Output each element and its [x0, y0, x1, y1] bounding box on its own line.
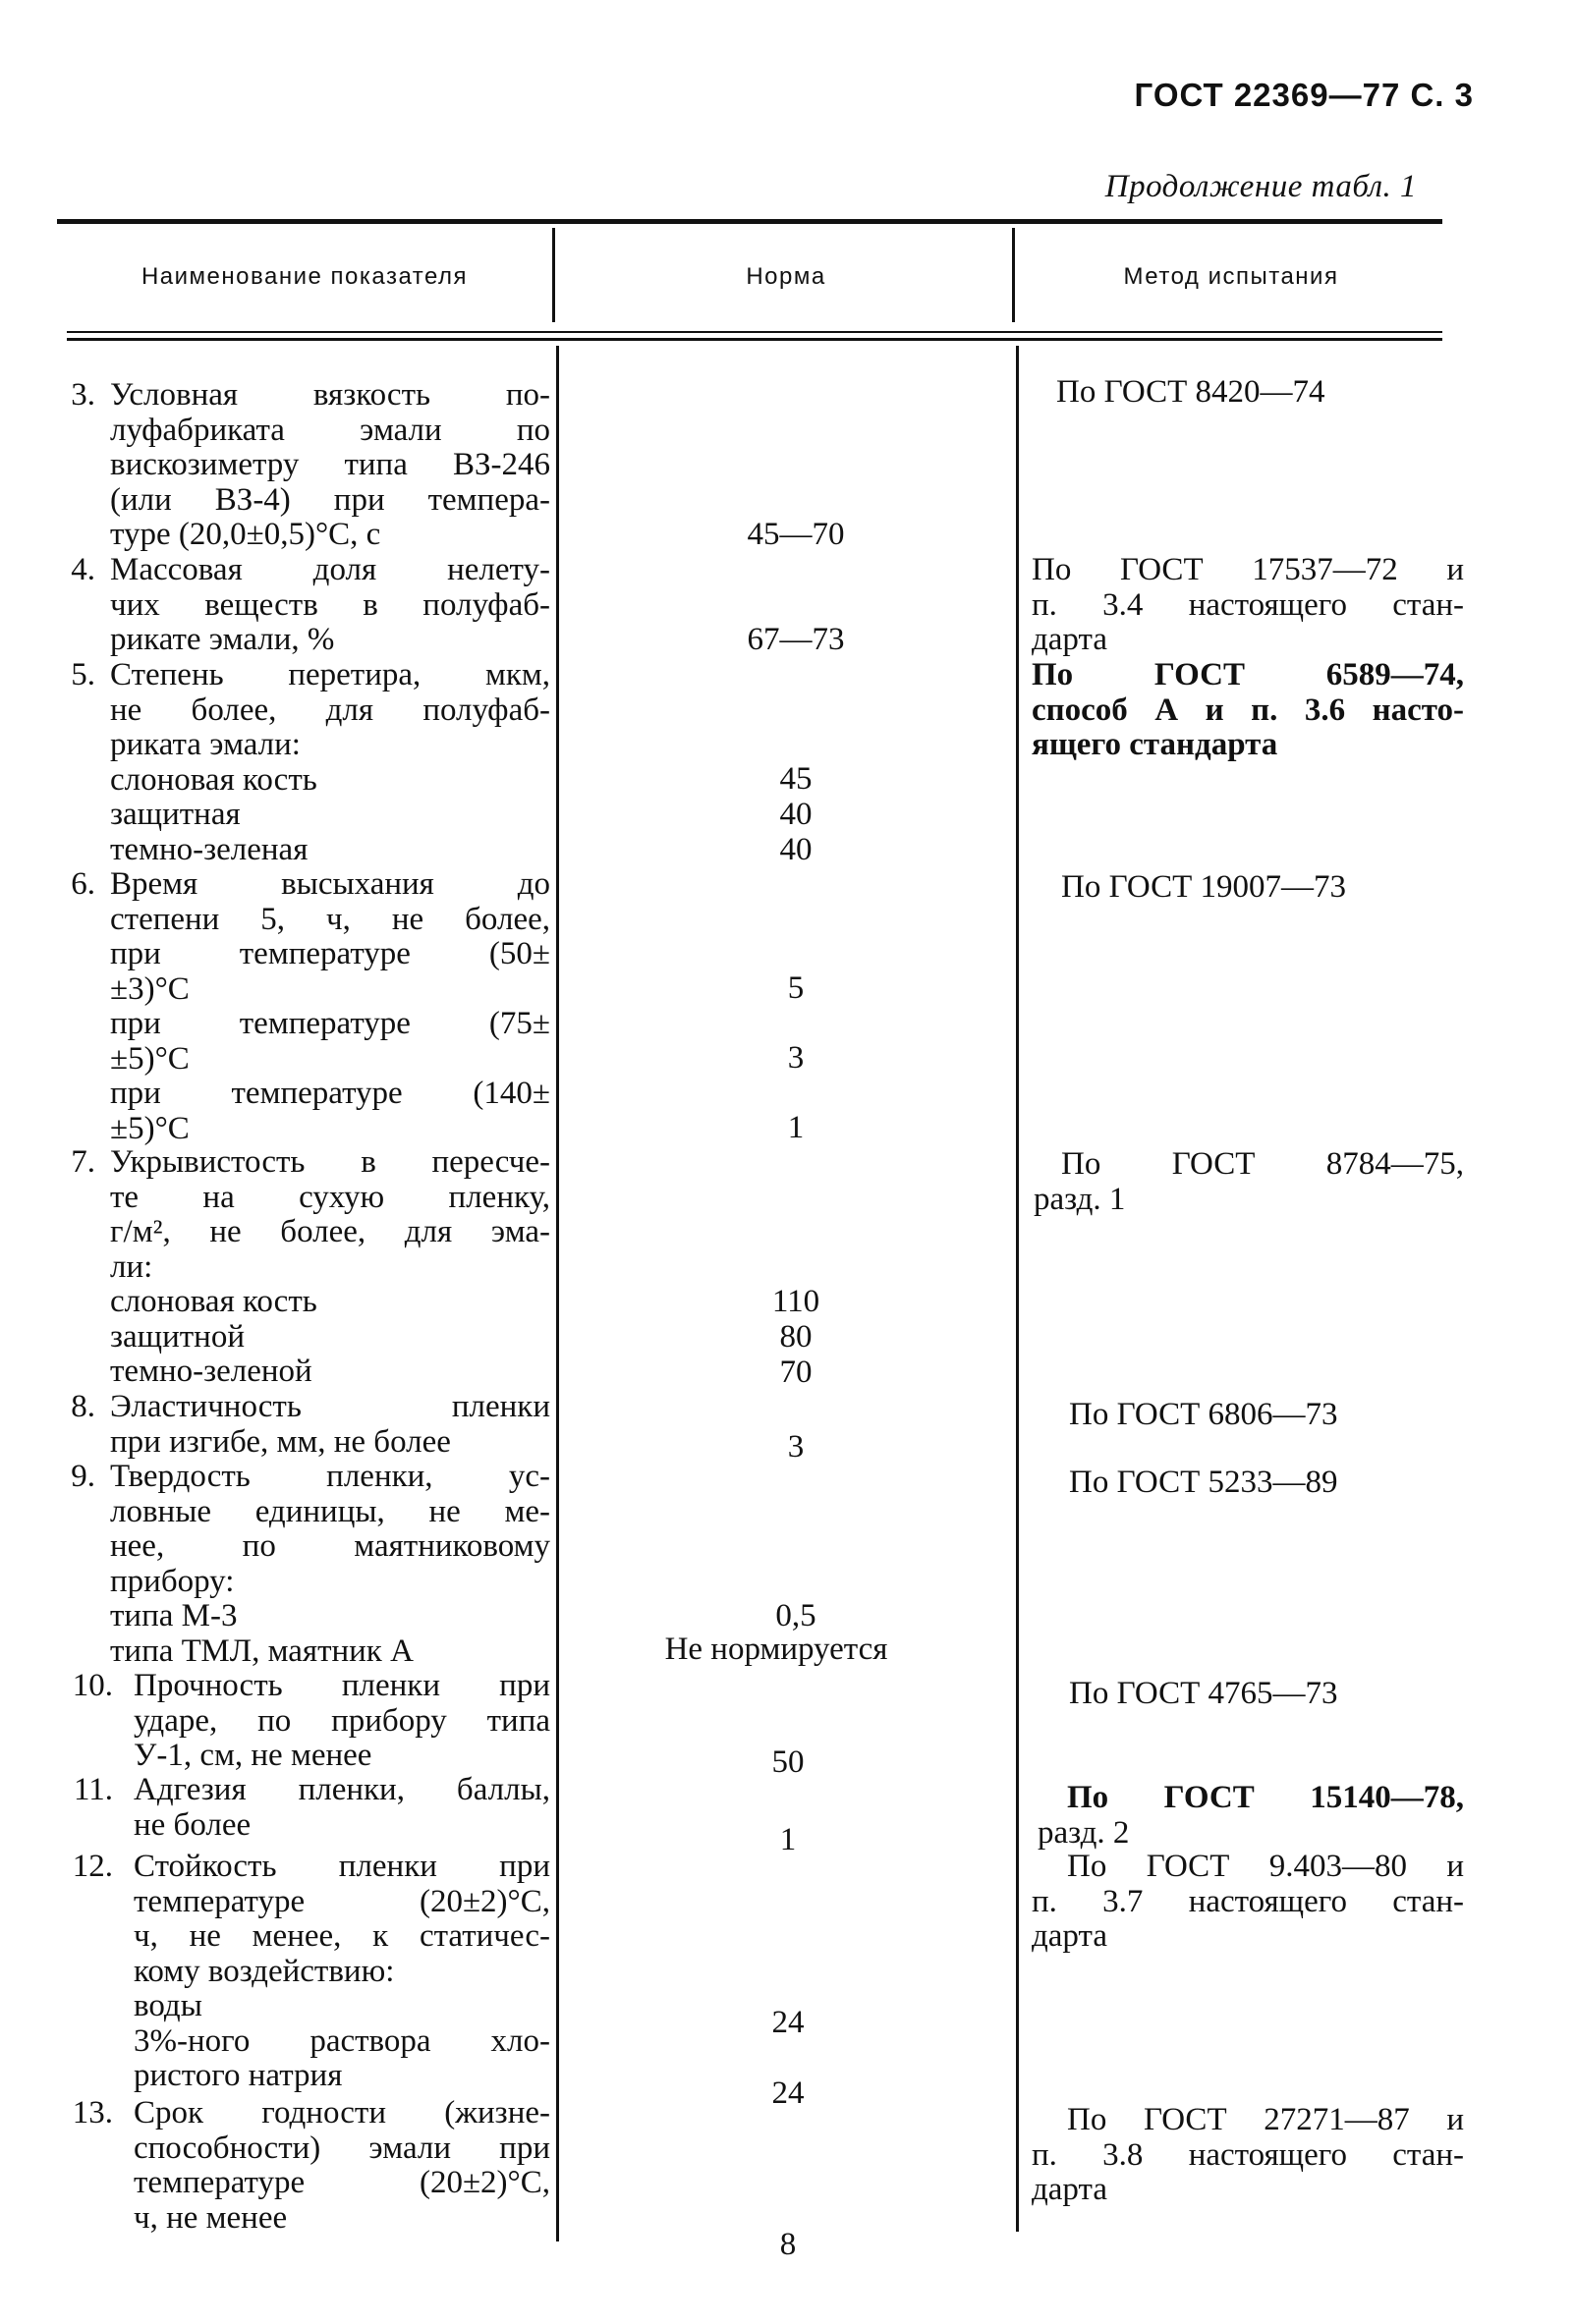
name-line: при изгибе, мм, не более: [110, 1423, 451, 1460]
name-line: вискозиметру типа ВЗ-246: [110, 447, 550, 482]
name-line: способности) эмали при: [134, 2130, 550, 2166]
method-line: ящего стандарта: [1032, 727, 1278, 762]
name-line: нее, по маятниковому: [110, 1528, 550, 1564]
method-text: [1069, 1677, 1501, 1712]
name-line: ч, не менее, к статичес-: [134, 1918, 550, 1954]
name-line: Стойкость пленки при: [134, 1849, 550, 1884]
row-name: [110, 1460, 550, 1669]
norm-value: 3: [787, 1429, 805, 1465]
method-line: По ГОСТ 8420—74: [1056, 374, 1325, 410]
name-line: при температуре (140±: [110, 1076, 550, 1111]
row-name: [110, 658, 550, 867]
method-text: [1061, 870, 1493, 906]
name-line: ловные единицы, не ме-: [110, 1493, 550, 1529]
name-line: ударе, по прибору типа: [134, 1702, 550, 1739]
norm-value: 1: [787, 1110, 805, 1145]
name-line: риката эмали:: [110, 727, 301, 762]
name-line: Прочность пленки при: [134, 1668, 550, 1703]
name-line: ристого натрия: [134, 2058, 343, 2093]
column-divider-1-body: [556, 346, 559, 2241]
header-rule-2: [67, 338, 1442, 341]
name-line: 3%-ного раствора хло-: [134, 2022, 550, 2059]
row-name: [110, 553, 550, 658]
header-rule-1: [67, 331, 1442, 333]
method-text: [1038, 1780, 1464, 1851]
name-line: Срок годности (жизне-: [134, 2095, 550, 2130]
name-line: Массовая доля нелету-: [110, 552, 550, 587]
row-name: [110, 867, 550, 1146]
norm-value: 70: [779, 1355, 813, 1390]
norm-value: 8: [779, 2227, 797, 2262]
row-number: 9.: [71, 1459, 95, 1494]
method-line: п. 3.8 настоящего стан-: [1032, 2136, 1464, 2173]
method-text: [1056, 375, 1489, 411]
row-name: [110, 1390, 550, 1460]
row-number: 7.: [71, 1144, 95, 1180]
norm-value: 0,5: [775, 1598, 816, 1633]
name-line: температуре (20±2)°С,: [134, 1883, 550, 1919]
method-line: разд. 2: [1038, 1814, 1130, 1851]
norm-value: 5: [787, 970, 805, 1006]
name-line: Эластичность пленки: [110, 1389, 550, 1424]
norm-value: 80: [779, 1319, 813, 1355]
norm-value: 67—73: [747, 622, 845, 657]
name-line: туре (20,0±0,5)°С, с: [110, 517, 381, 552]
name-line: слоновая кость: [110, 761, 317, 798]
name-line: не более: [134, 1806, 252, 1843]
column-divider-2: [1012, 228, 1015, 322]
row-number: 6.: [71, 866, 95, 902]
norm-value: Не нормируется: [664, 1632, 888, 1667]
name-line: степени 5, ч, не более,: [110, 901, 550, 937]
method-line: п. 3.7 настоящего стан-: [1032, 1883, 1464, 1919]
row-number: 11.: [73, 1772, 113, 1807]
row-number: 4.: [71, 552, 95, 587]
name-line: (или ВЗ-4) при темпера-: [110, 481, 550, 518]
method-line: По ГОСТ 15140—78,: [1067, 1780, 1464, 1815]
norm-value: 1: [779, 1822, 797, 1857]
method-line: п. 3.4 настоящего стан-: [1032, 586, 1464, 623]
column-divider-1: [552, 228, 555, 322]
row-number: 10.: [72, 1668, 113, 1703]
norm-value: 45: [779, 761, 813, 797]
norm-value: 50: [771, 1744, 805, 1780]
method-line: По ГОСТ 27271—87 и: [1067, 2102, 1464, 2137]
name-line: ±5)°С: [110, 1040, 190, 1077]
name-line: слоновая кость: [110, 1284, 317, 1319]
method-line: По ГОСТ 6589—74,: [1032, 657, 1464, 692]
name-line: защитная: [110, 797, 241, 832]
name-line: те на сухую пленку,: [110, 1179, 550, 1215]
method-line: По ГОСТ 5233—89: [1069, 1465, 1338, 1500]
row-name: [110, 378, 550, 553]
name-line: Твердость пленки, ус-: [110, 1459, 550, 1494]
name-line: кому воздействию:: [134, 1953, 395, 1989]
row-name: [134, 1850, 550, 2094]
norm-value: 45—70: [747, 517, 845, 552]
name-line: темно-зеленой: [110, 1354, 312, 1389]
name-line: защитной: [110, 1318, 245, 1355]
page-header: ГОСТ 22369—77 С. 3: [1134, 77, 1474, 113]
table-top-rule: [57, 219, 1442, 224]
row-name: [110, 1145, 550, 1390]
method-line: дарта: [1032, 622, 1107, 657]
row-number: 5.: [71, 657, 95, 692]
method-line: По ГОСТ 19007—73: [1061, 869, 1346, 905]
name-line: Время высыхания до: [110, 866, 550, 902]
name-line: при температуре (75±: [110, 1006, 550, 1041]
norm-value: 110: [771, 1284, 820, 1319]
norm-value: 24: [771, 2075, 805, 2111]
name-line: Адгезия пленки, баллы,: [134, 1772, 550, 1807]
method-text: [1034, 1146, 1464, 1217]
name-line: чих веществ в полуфаб-: [110, 586, 550, 623]
method-line: дарта: [1032, 2172, 1107, 2207]
method-line: По ГОСТ 8784—75,: [1061, 1146, 1464, 1182]
row-number: 3.: [71, 377, 95, 413]
name-line: воды: [134, 1988, 202, 2023]
name-line: ч, не менее: [134, 2199, 288, 2236]
method-text: [1069, 1466, 1501, 1501]
method-line: дарта: [1032, 1918, 1107, 1954]
name-line: рикате эмали, %: [110, 622, 335, 657]
row-name: [134, 2096, 550, 2236]
method-text: [1069, 1398, 1501, 1433]
method-text: [1032, 658, 1464, 763]
name-line: г/м², не более, для эма-: [110, 1214, 550, 1249]
method-line: По ГОСТ 9.403—80 и: [1067, 1849, 1464, 1884]
name-line: Условная вязкость по-: [110, 377, 550, 413]
name-line: ±5)°С: [110, 1110, 190, 1146]
column-header-name: Наименование показателя: [141, 263, 469, 290]
name-line: температуре (20±2)°С,: [134, 2165, 550, 2200]
name-line: ли:: [110, 1248, 153, 1285]
name-line: не более, для полуфаб-: [110, 692, 550, 728]
row-number: 12.: [72, 1849, 113, 1884]
table-continuation-note: Продолжение табл. 1: [1104, 169, 1417, 204]
row-name: [134, 1669, 550, 1774]
method-text: [1032, 1850, 1464, 1955]
norm-value: 40: [779, 797, 813, 832]
name-line: типа М-3: [110, 1598, 238, 1633]
method-text: [1032, 553, 1464, 658]
method-line: разд. 1: [1034, 1181, 1126, 1217]
name-line: У-1, см, не менее: [134, 1738, 372, 1773]
name-line: темно-зеленая: [110, 831, 309, 867]
method-text: [1032, 2103, 1464, 2208]
name-line: Укрывистость в пересче-: [110, 1144, 550, 1180]
norm-value: 40: [779, 832, 813, 867]
row-number: 13.: [72, 2095, 113, 2130]
column-header-norm: Норма: [746, 263, 826, 290]
column-header-method: Метод испытания: [1123, 263, 1339, 290]
name-line: Степень перетира, мкм,: [110, 657, 550, 692]
method-line: По ГОСТ 4765—73: [1069, 1676, 1338, 1711]
name-line: прибору:: [110, 1563, 235, 1599]
name-line: луфабриката эмали по: [110, 412, 550, 448]
method-line: По ГОСТ 6806—73: [1069, 1397, 1338, 1432]
method-line: способ А и п. 3.6 насто-: [1032, 692, 1464, 728]
norm-value: 24: [771, 2005, 805, 2040]
row-name: [134, 1773, 550, 1843]
name-line: ±3)°С: [110, 970, 190, 1007]
name-line: типа ТМЛ, маятник А: [110, 1632, 414, 1669]
norm-value: 3: [787, 1040, 805, 1076]
name-line: при температуре (50±: [110, 936, 550, 971]
method-line: По ГОСТ 17537—72 и: [1032, 552, 1464, 587]
row-number: 8.: [71, 1389, 95, 1424]
